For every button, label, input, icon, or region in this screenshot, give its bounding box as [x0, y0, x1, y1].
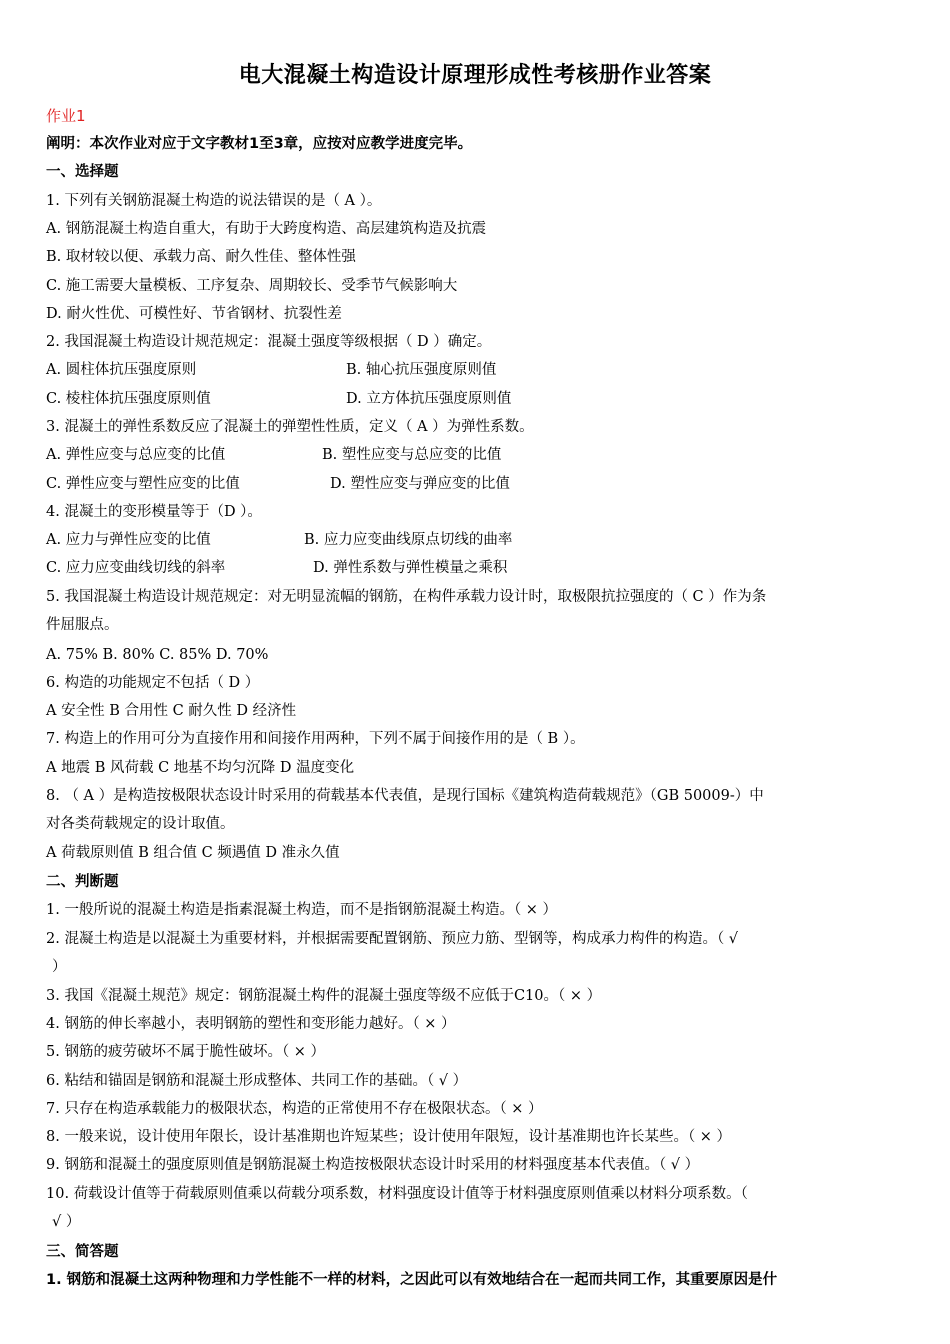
homework-label: 作业1	[46, 107, 86, 125]
tf-item-2-line1: 2. 混凝土构造是以混凝土为重要材料，并根据需要配置钢筋、预应力筋、型钢等，构成承力构件的构造。（ √	[46, 931, 739, 947]
q6-options: A 安全性 B 合用性 C 耐久性 D 经济性	[46, 703, 297, 719]
question-5-line2: 件屈服点。	[46, 617, 119, 633]
tf-item-6: 6. 粘结和锚固是钢筋和混凝土形成整体、共同工作的基础。（ √ ）	[46, 1073, 468, 1089]
tf-item-8: 8. 一般来说，设计使用年限长，设计基准期也许短某些；设计使用年限短，设计基准期也许长某些。（ × ）	[46, 1129, 732, 1145]
q4-option-a: A. 应力与弹性应变的比值	[46, 532, 211, 548]
page-title: 电大混凝土构造设计原理形成性考核册作业答案	[238, 63, 712, 88]
q2-option-d: D. 立方体抗压强度原则值	[346, 391, 512, 407]
tf-item-10-line1: 10. 荷载设计值等于荷载原则值乘以荷载分项系数，材料强度设计值等于材料强度原则值乘以材料分项系数。（	[46, 1186, 748, 1202]
tf-item-7: 7. 只存在构造承载能力的极限状态，构造的正常使用不存在极限状态。（ × ）	[46, 1101, 543, 1117]
tf-item-1: 1. 一般所说的混凝土构造是指素混凝土构造，而不是指钢筋混凝土构造。（ × ）	[46, 902, 558, 918]
q3-option-c: C. 弹性应变与塑性应变的比值	[46, 476, 240, 492]
question-4: 4. 混凝土的变形模量等于（D ）。	[46, 504, 262, 520]
instructions-note: 阐明：本次作业对应于文字教材1至3章，应按对应教学进度完毕。	[46, 136, 473, 152]
q2-option-c: C. 棱柱体抗压强度原则值	[46, 391, 211, 407]
q4-option-c: C. 应力应变曲线切线的斜率	[46, 560, 226, 576]
q3-option-a: A. 弹性应变与总应变的比值	[46, 447, 226, 463]
question-7: 7. 构造上的作用可分为直接作用和间接作用两种，下列不属于间接作用的是（ B ）。	[46, 731, 585, 747]
q8-options: A 荷载原则值 B 组合值 C 频遇值 D 准永久值	[46, 845, 340, 861]
q2-option-a: A. 圆柱体抗压强度原则	[46, 362, 197, 378]
section-short-answer: 三、简答题	[46, 1244, 119, 1260]
question-3: 3. 混凝土的弹性系数反应了混凝土的弹塑性性质，定义（ A ）为弹性系数。	[46, 419, 534, 435]
q1-option-b: B. 取材较以便、承载力高、耐久性佳、整体性强	[46, 249, 356, 265]
question-8-line1: 8. （ A ）是构造按极限状态设计时采用的荷载基本代表值，是现行国标《建筑构造荷载规范》（GB 50009-）中	[46, 788, 764, 804]
q1-option-a: A. 钢筋混凝土构造自重大，有助于大跨度构造、高层建筑构造及抗震	[46, 221, 487, 237]
q7-options: A 地震 B 风荷载 C 地基不均匀沉降 D 温度变化	[46, 760, 355, 776]
question-5-line1: 5. 我国混凝土构造设计规范规定：对无明显流幅的钢筋，在构件承载力设计时，取极限抗拉强度的（ C ）作为条	[46, 589, 767, 605]
tf-item-2-line2: ）	[52, 959, 67, 975]
short-answer-1: 1. 钢筋和混凝土这两种物理和力学性能不一样的材料，之因此可以有效地结合在一起而共同工作，其重要原因是什	[46, 1272, 778, 1288]
q4-option-b: B. 应力应变曲线原点切线的曲率	[304, 532, 513, 548]
q5-options: A. 75% B. 80% C. 85% D. 70%	[46, 647, 269, 663]
q1-option-d: D. 耐火性优、可模性好、节省钢材、抗裂性差	[46, 306, 342, 322]
tf-item-5: 5. 钢筋的疲劳破坏不属于脆性破坏。（ × ）	[46, 1044, 326, 1060]
tf-item-9: 9. 钢筋和混凝土的强度原则值是钢筋混凝土构造按极限状态设计时采用的材料强度基本代表值。（ √ ）	[46, 1157, 700, 1173]
q4-option-d: D. 弹性系数与弹性模量之乘积	[313, 560, 508, 576]
tf-item-4: 4. 钢筋的伸长率越小，表明钢筋的塑性和变形能力越好。（ × ）	[46, 1016, 456, 1032]
q3-option-d: D. 塑性应变与弹应变的比值	[330, 476, 510, 492]
tf-item-3: 3. 我国《混凝土规范》规定：钢筋混凝土构件的混凝土强度等级不应低于C10。（ × ）	[46, 988, 602, 1004]
q2-option-b: B. 轴心抗压强度原则值	[346, 362, 497, 378]
question-2: 2. 我国混凝土构造设计规范规定：混凝土强度等级根据（ D ）确定。	[46, 334, 492, 350]
question-8-line2: 对各类荷载规定的设计取值。	[46, 816, 235, 832]
question-6: 6. 构造的功能规定不包括（ D ）	[46, 675, 260, 691]
question-1: 1. 下列有关钢筋混凝土构造的说法错误的是（ A ）。	[46, 193, 382, 209]
q1-option-c: C. 施工需要大量模板、工序复杂、周期较长、受季节气候影响大	[46, 278, 458, 294]
section-multiple-choice: 一、选择题	[46, 164, 119, 180]
tf-item-10-line2: √ ）	[52, 1214, 81, 1230]
q3-option-b: B. 塑性应变与总应变的比值	[322, 447, 502, 463]
section-true-false: 二、判断题	[46, 874, 119, 890]
